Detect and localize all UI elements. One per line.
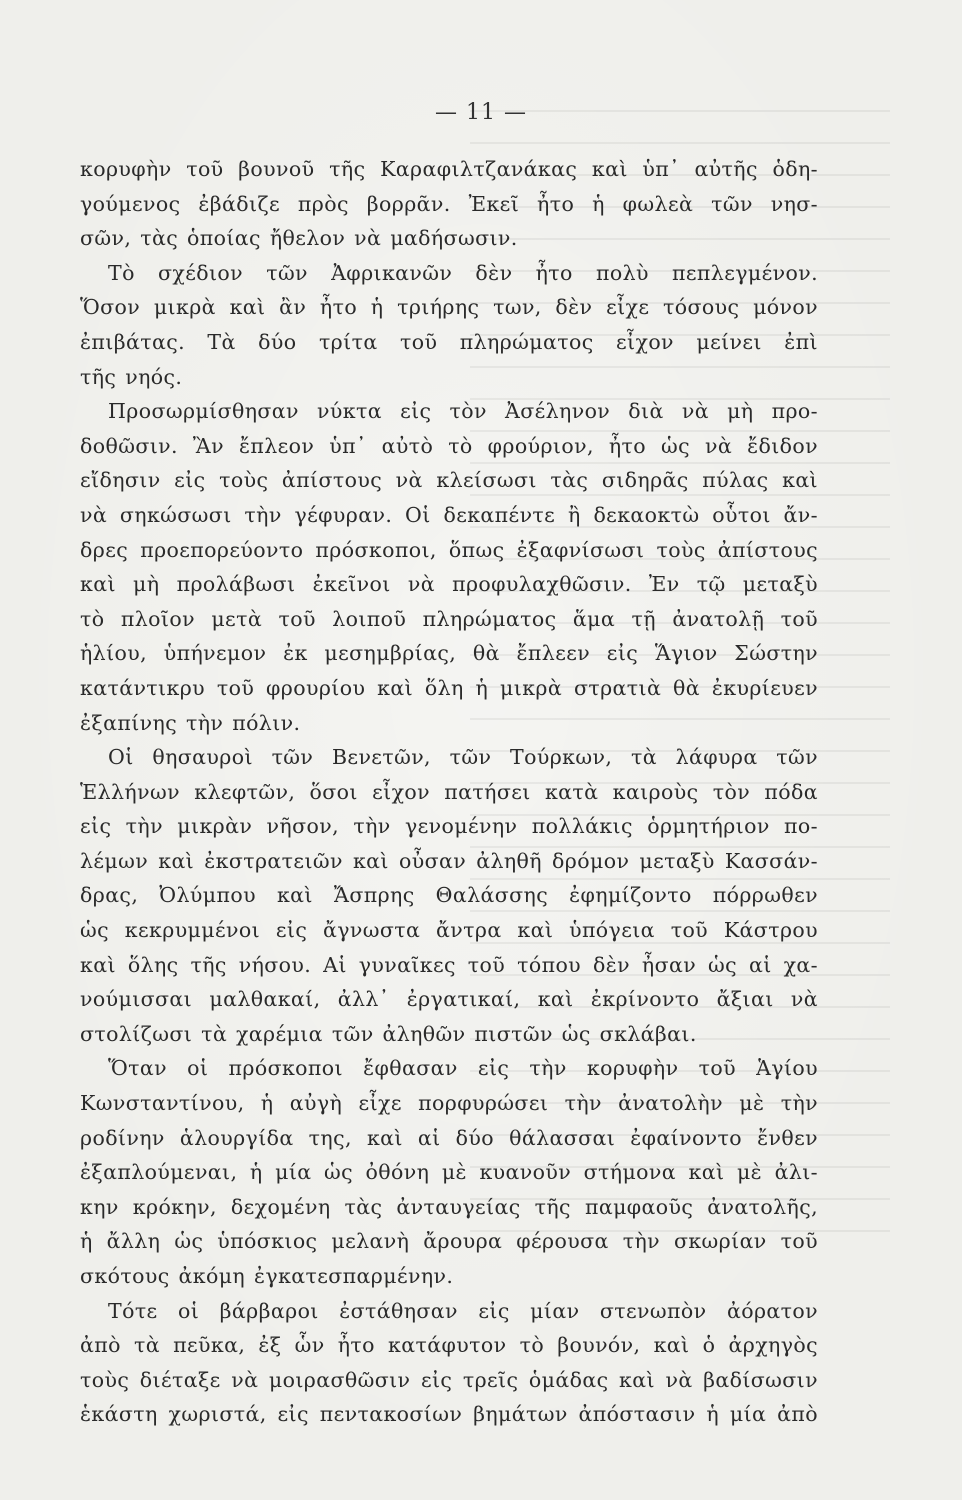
text-line: ἐπιβάτας. Τὰ δύο τρίτα τοῦ πληρώματος εἶχον μείνει ἐπὶ [80,329,818,354]
text-line: Κωνσταντίνου, ἡ αὐγὴ εἶχε πορφυρώσει τὴν ἀνατολὴν μὲ τὴν [80,1091,818,1116]
text-line: εἴδησιν εἰς τοὺς ἀπίστους νὰ κλείσωσι τὰς σιδηρᾶς πύλας καὶ [80,468,818,493]
text-line: καὶ ὅλης τῆς νήσου. Αἱ γυναῖκες τοῦ τόπου δὲν ἦσαν ὡς αἱ χα- [80,952,818,977]
text-line: λέμων καὶ ἐκστρατειῶν καὶ οὖσαν ἀληθῆ δρόμον μεταξὺ Κασσάν- [80,848,818,873]
text-line: κατάντικρυ τοῦ φρουρίου καὶ ὅλη ἡ μικρὰ στρατιὰ θὰ ἐκυρίευεν [80,675,818,700]
text-line: ἀπὸ τὰ πεῦκα, ἐξ ὧν ἦτο κατάφυτον τὸ βουνόν, καὶ ὁ ἀρχηγὸς [80,1333,818,1358]
text-line: καὶ μὴ προλάβωσι ἐκεῖνοι νὰ προφυλαχθῶσιν. Ἐν τῷ μεταξὺ [80,572,818,597]
text-line: νούμισσαι μαλθακαί, ἀλλ᾿ ἐργατικαί, καὶ ἐκρίνοντο ἄξιαι νὰ [80,987,818,1012]
text-line: δρας, Ὀλύμπου καὶ Ἄσπρης Θαλάσσης ἐφημίζοντο πόρρωθεν [80,883,818,908]
text-line: νὰ σηκώσωσι τὴν γέφυραν. Οἱ δεκαπέντε ἢ δεκαοκτὼ οὗτοι ἄν- [80,502,818,527]
page-number: — 11 — [435,100,527,125]
text-line: Ὅσον μικρὰ καὶ ἂν ἦτο ἡ τριήρης των, δὲν εἶχε τόσους μόνον [80,295,818,320]
text-line: Ἑλλήνων κλεφτῶν, ὅσοι εἶχον πατήσει κατὰ καιροὺς τὸν πόδα [80,779,818,804]
text-line: Τότε οἱ βάρβαροι ἐστάθησαν εἰς μίαν στενωπὸν ἀόρατον [108,1298,818,1323]
text-line: τῆς νηός. [80,364,183,389]
text-line: γούμενος ἐβάδιζε πρὸς βορρᾶν. Ἐκεῖ ἦτο ἡ φωλεὰ τῶν νησ- [80,191,818,216]
text-line: σῶν, τὰς ὁποίας ἤθελον νὰ μαδήσωσιν. [80,226,518,251]
text-line: ἑκάστη χωριστά, εἰς πεντακοσίων βημάτων ἀπόστασιν ἡ μία ἀπὸ [80,1402,818,1427]
text-line: τοὺς διέταξε νὰ μοιρασθῶσιν εἰς τρεῖς ὁμάδας καὶ νὰ βαδίσωσιν [80,1367,818,1392]
body-text [80,152,818,1432]
text-line: Ὅταν οἱ πρόσκοποι ἔφθασαν εἰς τὴν κορυφὴν τοῦ Ἁγίου [108,1056,818,1081]
text-line: ροδίνην ἁλουργίδα της, καὶ αἱ δύο θάλασσαι ἐφαίνοντο ἔνθεν [80,1125,818,1150]
text-line: εἰς τὴν μικρὰν νῆσον, τὴν γενομένην πολλάκις ὁρμητήριον πο- [80,814,818,839]
text-line: τὸ πλοῖον μετὰ τοῦ λοιποῦ πληρώματος ἅμα τῇ ἀνατολῇ τοῦ [80,606,818,631]
text-line: Προσωρμίσθησαν νύκτα εἰς τὸν Ἀσέληνον διὰ νὰ μὴ προ- [108,399,818,424]
text-line: Τὸ σχέδιον τῶν Ἀφρικανῶν δὲν ἦτο πολὺ πεπλεγμένον. [108,260,818,285]
text-line: ἡ ἄλλη ὡς ὑπόσκιος μελανὴ ἄρουρα φέρουσα τὴν σκωρίαν τοῦ [80,1229,818,1254]
text-line: κορυφὴν τοῦ βουνοῦ τῆς Καραφιλτζανάκας καὶ ὑπ᾿ αὐτῆς ὁδη- [80,157,818,181]
text-line: ἡλίου, ὑπήνεμον ἐκ μεσημβρίας, θὰ ἔπλεεν εἰς Ἅγιον Σώστην [80,641,818,666]
text-line: Οἱ θησαυροὶ τῶν Βενετῶν, τῶν Τούρκων, τὰ λάφυρα τῶν [108,745,818,770]
text-line: σκότους ἀκόμη ἐγκατεσπαρμένην. [80,1264,454,1288]
text-line: ὡς κεκρυμμένοι εἰς ἄγνωστα ἄντρα καὶ ὑπόγεια τοῦ Κάστρου [80,918,818,943]
text-line: ἐξαπίνης τὴν πόλιν. [80,710,301,735]
text-line: ἐξαπλούμεναι, ἡ μία ὡς ὀθόνη μὲ κυανοῦν στήμονα καὶ μὲ ἀλι- [80,1160,818,1185]
text-line: στολίζωσι τὰ χαρέμια τῶν ἀληθῶν πιστῶν ὡς σκλάβαι. [80,1021,697,1046]
text-line: δρες προεπορεύοντο πρόσκοποι, ὅπως ἐξαφνίσωσι τοὺς ἀπίστους [80,537,818,562]
text-line: δοθῶσιν. Ἂν ἔπλεον ὑπ᾿ αὐτὸ τὸ φρούριον, ἦτο ὡς νὰ ἔδιδον [80,433,818,458]
text-line: κην κρόκην, δεχομένη τὰς ἀνταυγείας τῆς παμφαοῦς ἀνατολῆς, [80,1194,818,1219]
